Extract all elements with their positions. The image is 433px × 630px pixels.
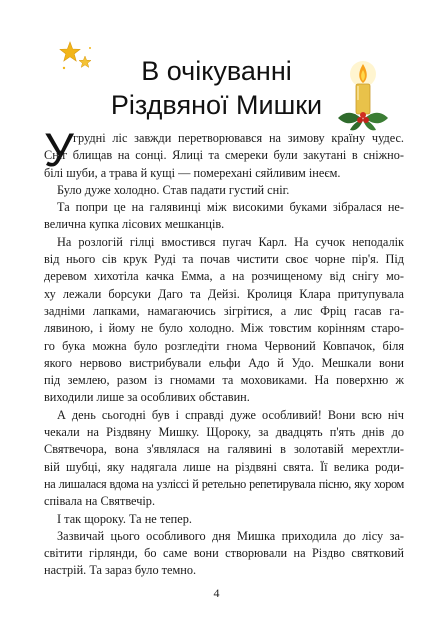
text-line: велична купка лісових мешканців. — [44, 217, 225, 232]
text-line: Сніг блищав на сонці. Ялиці та смереки були закутані в сніжно- — [44, 148, 404, 163]
text-line: І так щороку. Та не тепер. — [57, 511, 192, 526]
text-line: го бука можна було розгледіти гнома Червоний Ковпачок, біля — [44, 338, 404, 353]
text-line: На розлогій гілці вмостився пугач Карл. На сучок неподалік — [57, 234, 404, 249]
text-line: виходили лише за особливих обставин. — [44, 390, 250, 405]
text-line: під землею, разом із гномами та моховиками. На поверхню ж — [44, 373, 404, 388]
text-line: деревом хихотіла качка Емма, а на розчищеному від снігу мо- — [44, 269, 404, 284]
text-line: світити гірлянди, бо саме вони створювали на Різдво святковий — [44, 546, 404, 561]
title-line-1: В очікуванні — [141, 56, 292, 86]
text-line: грудні ліс завжди перетворювався на зимову країну чудес. — [73, 131, 404, 145]
story-text — [44, 130, 404, 580]
text-line: Було дуже холодно. Став падати густий сніг. — [57, 182, 290, 197]
text-line: вій шубці, яку надягала лише на різдвяні свята. Її велика роди- — [44, 459, 404, 474]
drop-cap: У — [44, 123, 74, 176]
candle-icon — [334, 60, 392, 136]
page-number: 4 — [213, 586, 220, 600]
text-line: А день сьогодні був і справді дуже особливий! Вони всю ніч — [57, 407, 404, 422]
text-line: якого нервово вистрибували ельфи Адо й Удо. Мешкали вони — [44, 355, 404, 370]
text-line: білі шуби, а трава й кущі — померехані сяйливим інеєм. — [44, 165, 341, 180]
text-line: настрій. Та зараз було темно. — [44, 563, 197, 578]
title-line-2: Різдвяної Мишки — [110, 90, 323, 120]
text-line: співала на Святвечір. — [44, 494, 156, 509]
text-line: від нього сів крук Руді та почав чистити своє чорне пір'я. Під — [44, 252, 404, 267]
text-line: на лишалася вдома на узліссі й ретельно репетирувала пісню, яку хором — [44, 476, 404, 491]
text-line: чекали на Різдвяну Мишку. Щороку, за двадцять п'ять днів до — [44, 425, 404, 440]
text-line: Зазвичай цього особливого дня Мишка приходила до лісу за- — [57, 528, 404, 543]
text-line: Святвечора, вона з'являлася на галявині в золотавій мерехтли- — [44, 442, 404, 457]
text-line: ху лежали борсуки Даго та Дейзі. Кролиця Клара притупувала — [44, 286, 404, 301]
text-line: Та попри це на галявинці між високими буками зібралася не- — [57, 200, 404, 215]
text-line: задніми лапками, намагаючись зігрітися, а лис Фріц гасав га- — [44, 303, 404, 318]
text-line: лявиною, і йому не було холодно. Між товстим корінням старо- — [44, 321, 404, 336]
